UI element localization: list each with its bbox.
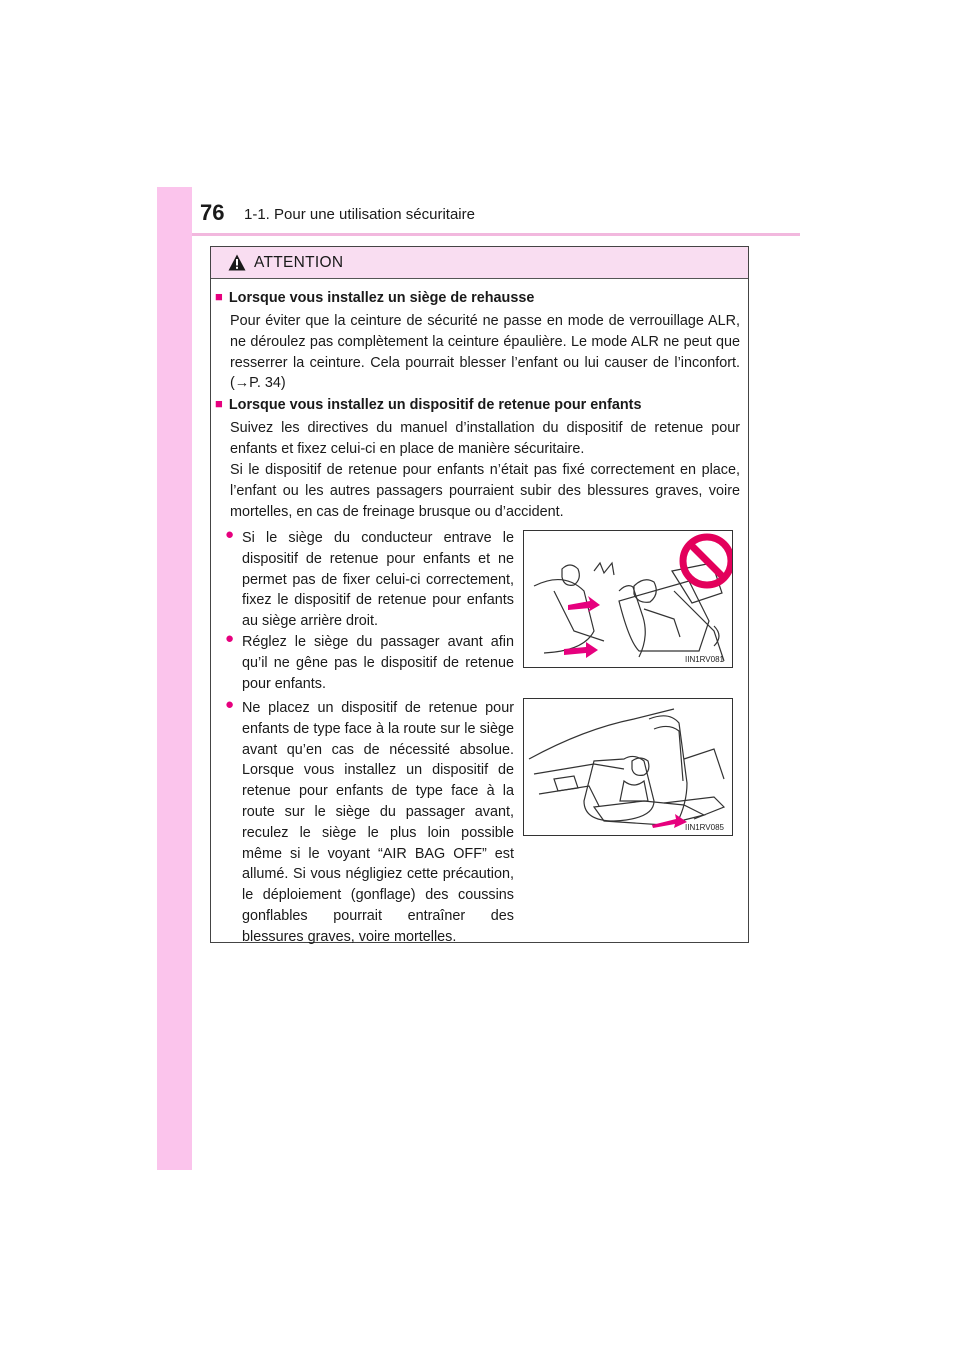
header-rule — [192, 233, 800, 236]
figure-code: IIN1RV081 — [685, 655, 724, 664]
section-heading — [215, 395, 745, 416]
round-bullet-icon: ● — [225, 696, 235, 713]
bullet-text: Ne placez un dispositif de retenue pour enfants de type face à la route sur le siège avant qu’en cas de nécessité absolue. Lorsque vous installez un dispositif de retenue pour enfants de type face à la route sur le siège du passager avant, reculez le siège le plus loin possible même si le voyant “AIR BAG OFF” est allumé. Si vous négligiez cette précaution, le déploiement (gonflage) des coussins gonflables pourrait entraîner des blessures graves, voire mortelles. — [242, 700, 514, 945]
illustration-front-seat-interference — [523, 530, 733, 668]
square-bullet-icon: ■ — [215, 396, 223, 411]
square-bullet-icon: ■ — [215, 289, 223, 304]
car-seat-drawing — [524, 699, 732, 835]
section-heading-text: Lorsque vous installez un dispositif de retenue pour enfants — [228, 397, 642, 413]
section-body: Suivez les directives du manuel d’installation du dispositif de retenue pour enfants et fixez celui-ci en place de manière sécuritaire. — [230, 420, 740, 457]
side-tab-strip — [157, 187, 192, 1170]
bullet-text: Réglez le siège du passager avant afin qu’il ne gêne pas le dispositif de retenue pour enfants. — [242, 634, 514, 692]
round-bullet-icon: ● — [225, 526, 235, 543]
warning-label: ATTENTION — [254, 254, 344, 271]
illustration-forward-facing-seat — [523, 698, 733, 836]
section-body: Si le dispositif de retenue pour enfants n’était pas fixé correctement en place, l’enfant ou les autres passagers pourraient subir des blessures graves, voire mortelles, en cas de freinage brusque ou d’accident. — [230, 462, 740, 520]
section-title: 1-1. Pour une utilisation sécuritaire — [244, 206, 475, 223]
section-heading — [215, 288, 745, 309]
warning-header — [211, 247, 748, 279]
section-body: Pour éviter que la ceinture de sécurité ne passe en mode de verrouillage ALR, ne déroulez pas complètement la ceinture épaulière. Le mode ALR ne peut que resserrer la ceinture. Cela pourrait blesser l’enfant ou lui causer de l’inconfort. (→P. 34) — [230, 313, 740, 392]
figure-code: IIN1RV085 — [685, 823, 724, 832]
warning-triangle-icon — [228, 254, 246, 271]
bullet-text: Si le siège du conducteur entrave le dispositif de retenue pour enfants et ne permet pas de fixer celui-ci correctement, fixez le dispositif de retenue pour enfants au siège arrière droit. — [242, 530, 514, 630]
section-heading-text: Lorsque vous installez un siège de rehausse — [228, 290, 535, 306]
prohibited-icon — [683, 537, 731, 585]
car-seat-drawing — [524, 531, 732, 667]
round-bullet-icon: ● — [225, 630, 235, 647]
page-number: 76 — [200, 200, 225, 225]
